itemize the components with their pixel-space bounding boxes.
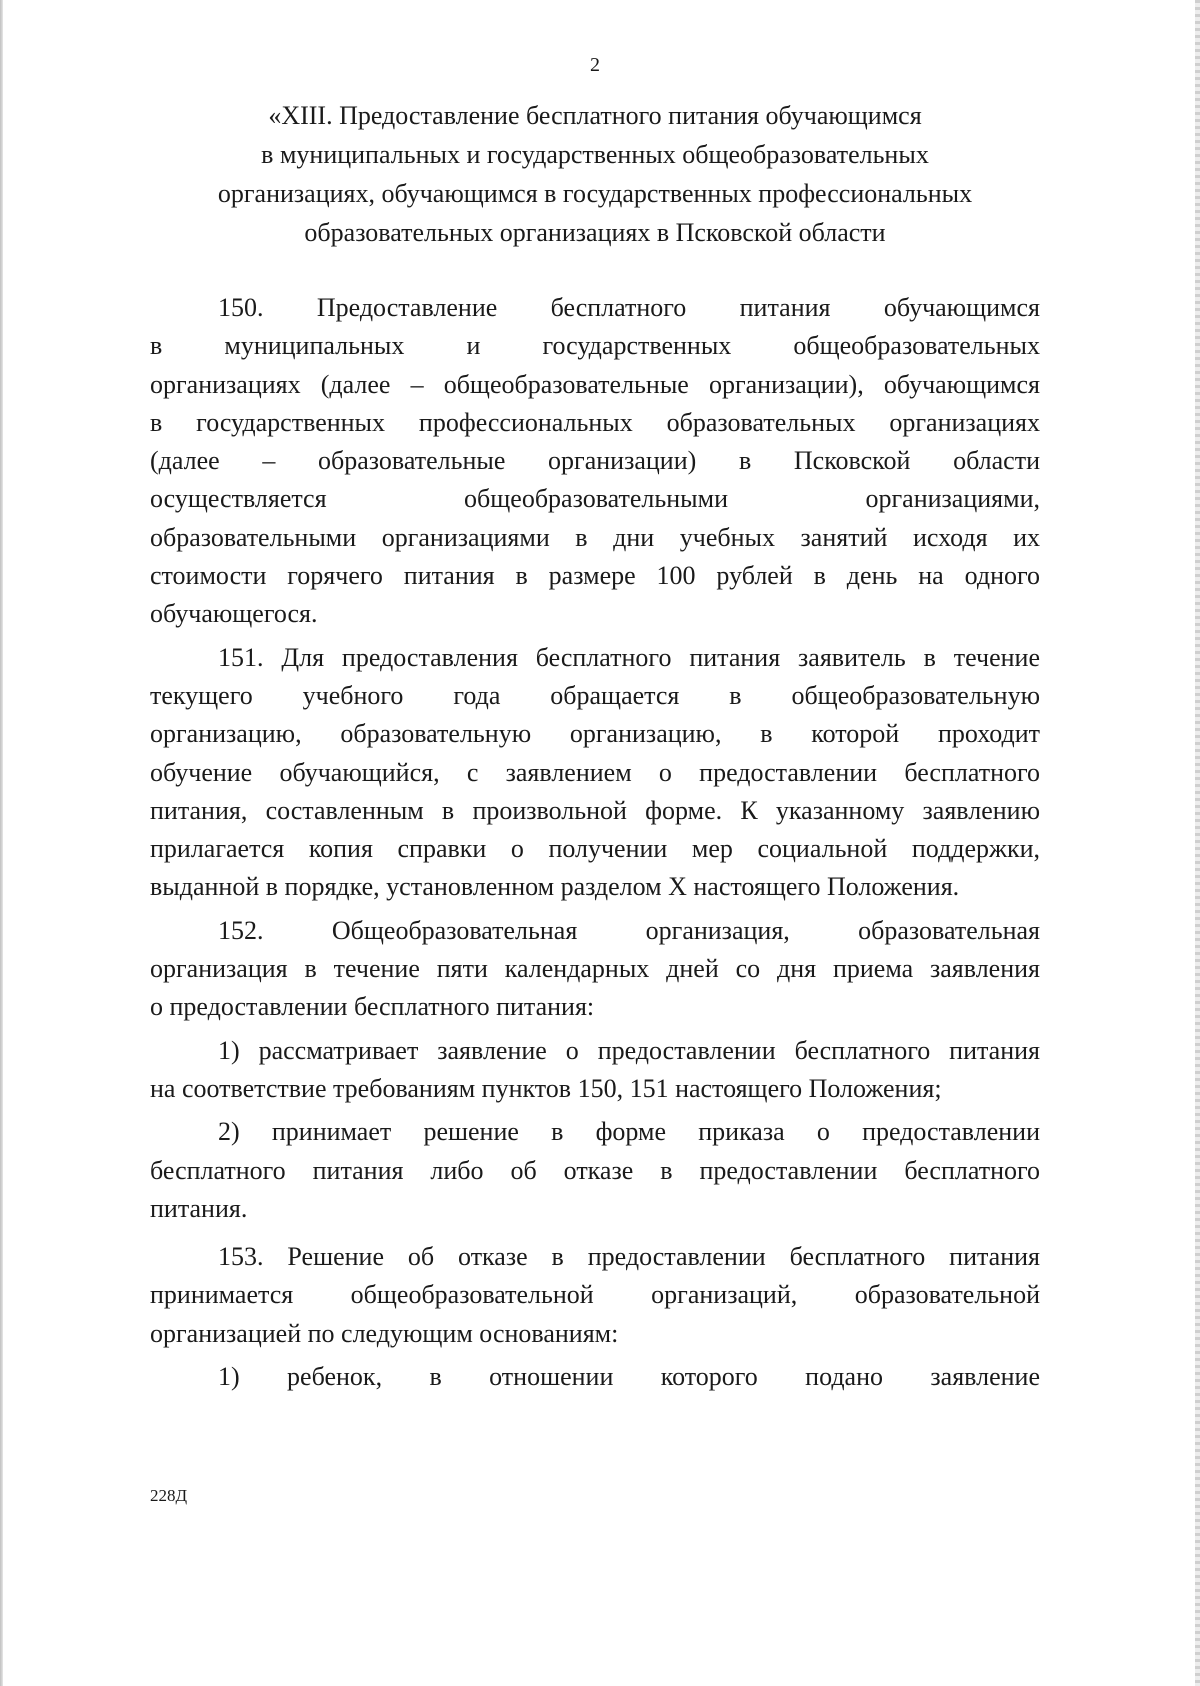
text-line: 152. Общеобразовательная организация, образовательная <box>218 915 1040 945</box>
text-line: (далее – образовательные организации) в Псковской области <box>150 446 1040 476</box>
text-line: текущего учебного года обращается в общеобразовательную <box>150 680 1040 710</box>
text-line: питания, составленным в произвольной форме. К указанному заявлению <box>150 795 1040 825</box>
text-line: обучение обучающийся, с заявлением о предоставлении бесплатного <box>150 757 1040 787</box>
text-line: в муниципальных и государственных общеобразовательных <box>150 331 1040 361</box>
text-line: обучающегося. <box>150 599 318 629</box>
list-item-152-1 <box>150 1032 1040 1109</box>
text-line: 153. Решение об отказе в предоставлении бесплатного питания <box>218 1242 1040 1272</box>
text-line: организация в течение пяти календарных дней со дня приема заявления <box>150 954 1040 984</box>
paragraph-151 <box>150 639 1040 907</box>
list-item-152-2 <box>150 1113 1040 1228</box>
text-line: 2) принимает решение в форме приказа о предоставлении <box>218 1117 1040 1147</box>
text-line: организациях (далее – общеобразовательные организации), обучающимся <box>150 369 1040 399</box>
text-line: прилагается копия справки о получении мер социальной поддержки, <box>150 834 1040 864</box>
text-line: питания. <box>150 1193 248 1223</box>
paragraph-152 <box>150 912 1040 1027</box>
text-line: принимается общеобразовательной организаций, образовательной <box>150 1280 1040 1310</box>
section-title-line: организациях, обучающимся в государственных профессиональных <box>217 179 973 208</box>
scan-edge-right <box>1195 0 1200 1686</box>
text-line: 1) ребенок, в отношении которого подано заявление <box>218 1362 1040 1392</box>
text-line: 1) рассматривает заявление о предоставлении бесплатного питания <box>218 1035 1040 1065</box>
section-title-line: в муниципальных и государственных общеобразовательных <box>261 140 929 169</box>
text-line: выданной в порядке, установленном разделом X настоящего Положения. <box>150 872 960 902</box>
text-line: стоимости горячего питания в размере 100 рублей в день на одного <box>150 561 1040 591</box>
scan-edge-left <box>0 0 3 1686</box>
text-line: на соответствие требованиям пунктов 150, 151 настоящего Положения; <box>150 1073 942 1103</box>
section-title-line: образовательных организациях в Псковской области <box>304 218 886 247</box>
text-line: в государственных профессиональных образовательных организациях <box>150 407 1040 437</box>
footer-code: 228Д <box>150 1486 188 1505</box>
section-title <box>150 96 1040 252</box>
text-line: образовательными организациями в дни учебных занятий исходя их <box>150 522 1040 552</box>
paragraph-153 <box>150 1238 1040 1353</box>
text-line: бесплатного питания либо об отказе в предоставлении бесплатного <box>150 1155 1040 1185</box>
document-body <box>150 289 1040 1396</box>
text-line: осуществляется общеобразовательными организациями, <box>150 484 1040 514</box>
paragraph-150 <box>150 289 1040 634</box>
page-number: 2 <box>590 54 600 76</box>
text-line: организацией по следующим основаниям: <box>150 1318 619 1348</box>
text-line: 150. Предоставление бесплатного питания обучающимся <box>218 293 1040 322</box>
section-title-line: «XIII. Предоставление бесплатного питания обучающимся <box>268 101 922 130</box>
text-line: организацию, образовательную организацию, в которой проходит <box>150 719 1040 749</box>
text-line: 151. Для предоставления бесплатного питания заявитель в течение <box>218 642 1040 672</box>
text-line: о предоставлении бесплатного питания: <box>150 992 595 1022</box>
list-item-153-1 <box>150 1358 1040 1396</box>
